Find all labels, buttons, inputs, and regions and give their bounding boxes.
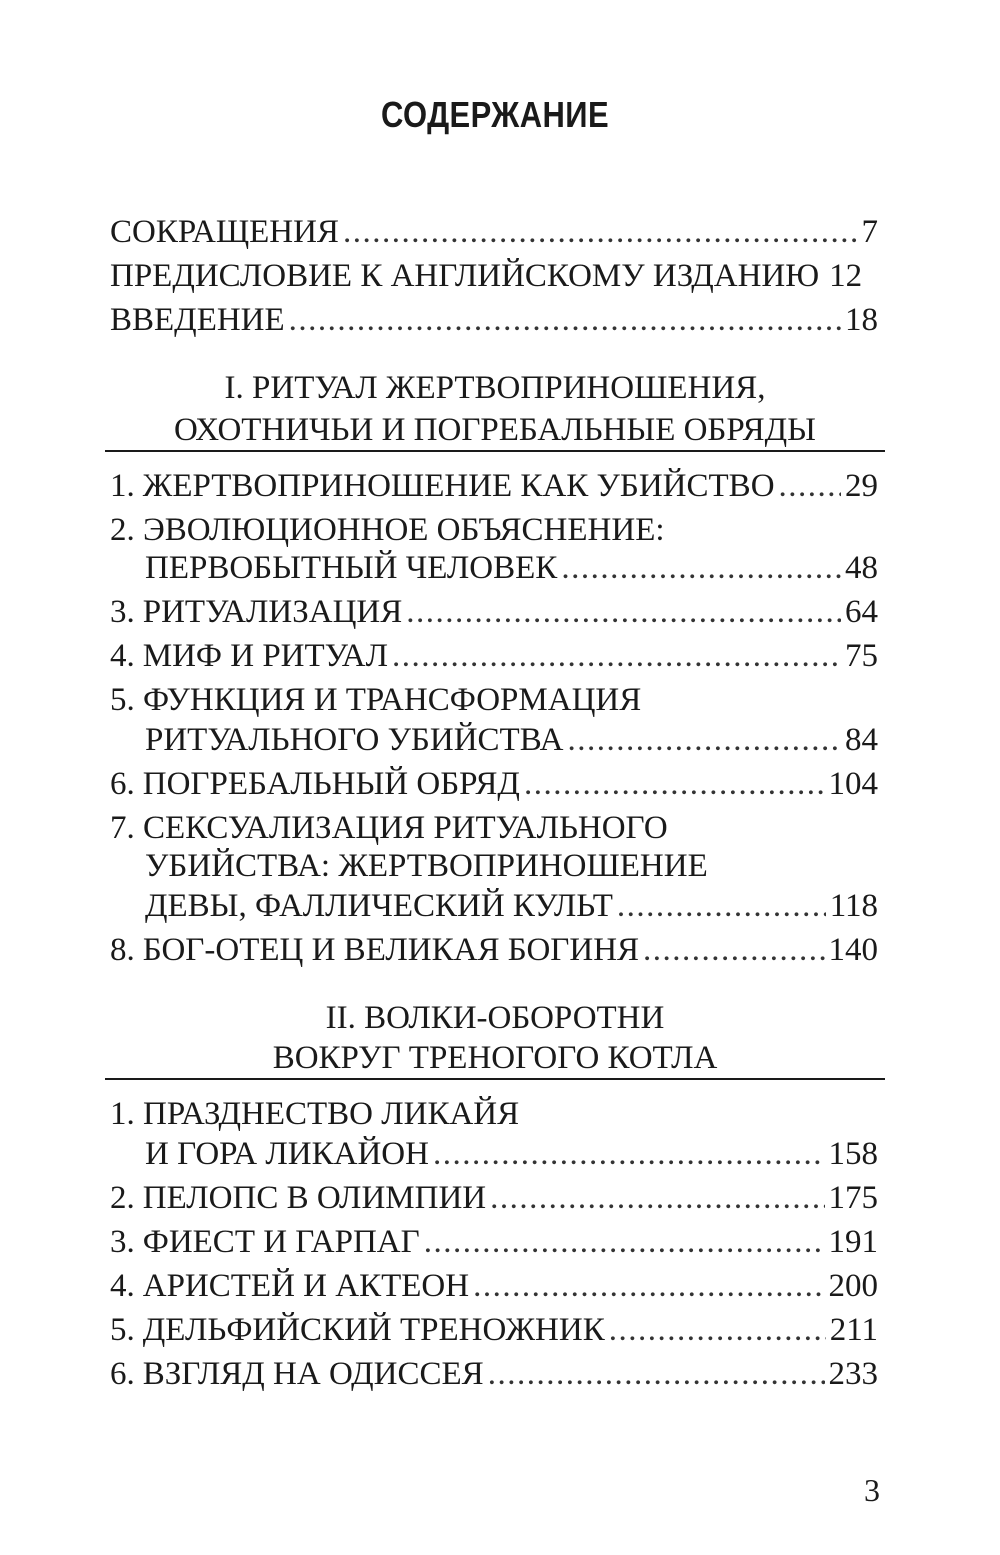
part-1-heading-line-2: ОХОТНИЧЬИ И ПОГРЕБАЛЬНЫЕ ОБРЯДЫ <box>174 412 816 448</box>
chapter-number: 3. <box>110 1224 135 1260</box>
entry-title: ЖЕРТВОПРИНОШЕНИЕ КАК УБИЙСТВО <box>142 468 775 504</box>
entry-title: ВВЕДЕНИЕ <box>110 302 285 338</box>
entry-page: 118 <box>829 888 878 924</box>
leader-dots <box>779 466 841 506</box>
chapter-number: 4. <box>110 1268 135 1304</box>
toc-entry-introduction[interactable] <box>110 300 878 340</box>
toc-entry-part1-ch1[interactable] <box>110 466 878 506</box>
toc-entry-part1-ch2-line1[interactable] <box>110 510 665 550</box>
chapter-number: 1. <box>110 1096 135 1132</box>
leader-dots <box>488 1354 825 1394</box>
part-1-heading-line-1: I. РИТУАЛ ЖЕРТВОПРИНОШЕНИЯ, <box>224 370 766 406</box>
leader-dots <box>289 300 841 340</box>
leader-dots <box>609 1310 826 1350</box>
chapter-number: 2. <box>110 512 135 548</box>
leader-dots <box>392 636 841 676</box>
entry-page: 140 <box>828 932 878 968</box>
toc-entry-abbreviations[interactable] <box>110 212 878 252</box>
toc-entry-part2-ch2[interactable] <box>110 1178 878 1218</box>
leader-dots <box>643 930 824 970</box>
entry-page: 64 <box>845 594 878 630</box>
entry-title: ДЕЛЬФИЙСКИЙ ТРЕНОЖНИК <box>142 1312 605 1348</box>
toc-entry-part2-ch4[interactable] <box>110 1266 878 1306</box>
leader-dots <box>567 720 841 760</box>
entry-page: 233 <box>828 1356 878 1392</box>
toc-entry-part2-ch1[interactable] <box>145 1134 878 1174</box>
entry-title: ЭВОЛЮЦИОННОЕ ОБЪЯСНЕНИЕ: <box>143 512 665 548</box>
leader-dots <box>406 592 841 632</box>
part-2-heading-line-1: II. ВОЛКИ-ОБОРОТНИ <box>325 1000 665 1036</box>
toc-entry-part1-ch8[interactable] <box>110 930 878 970</box>
entry-page: 12 <box>829 258 863 294</box>
toc-entry-part2-ch1-line1[interactable] <box>110 1094 519 1134</box>
toc-entry-part2-ch6[interactable] <box>110 1354 878 1394</box>
entry-title: ФИЕСТ И ГАРПАГ <box>142 1224 420 1260</box>
chapter-number: 4. <box>110 638 135 674</box>
toc-entry-part1-ch5-line1[interactable] <box>110 680 641 720</box>
chapter-number: 6. <box>110 1356 135 1392</box>
entry-page: 200 <box>828 1268 878 1304</box>
entry-title: ПОГРЕБАЛЬНЫЙ ОБРЯД <box>142 766 520 802</box>
toc-entry-part1-ch7-line2[interactable] <box>145 846 708 886</box>
entry-title-continued: РИТУАЛЬНОГО УБИЙСТВА <box>145 722 564 758</box>
leader-dots <box>490 1178 824 1218</box>
entry-page: 29 <box>845 468 878 504</box>
chapter-number: 5. <box>110 1312 135 1348</box>
entry-title: ПЕЛОПС В ОЛИМПИИ <box>142 1180 487 1216</box>
entry-page: 84 <box>845 722 878 758</box>
chapter-number: 5. <box>110 682 135 718</box>
entry-page: 7 <box>861 214 878 250</box>
entry-title: СЕКСУАЛИЗАЦИЯ РИТУАЛЬНОГО <box>143 810 668 846</box>
entry-title: ПРЕДИСЛОВИЕ К АНГЛИЙСКОМУ ИЗДАНИЮ <box>110 258 820 294</box>
leader-dots <box>343 212 858 252</box>
part-2-divider <box>105 1078 885 1080</box>
entry-title-continued: ДЕВЫ, ФАЛЛИЧЕСКИЙ КУЛЬТ <box>145 888 613 924</box>
page-title: СОДЕРЖАНИЕ <box>380 94 610 135</box>
chapter-number: 2. <box>110 1180 135 1216</box>
entry-title: МИФ И РИТУАЛ <box>142 638 388 674</box>
toc-entry-part2-ch5[interactable] <box>110 1310 878 1350</box>
leader-dots <box>424 1222 825 1262</box>
entry-page: 18 <box>845 302 878 338</box>
toc-entry-part1-ch2[interactable] <box>145 548 878 588</box>
entry-page: 104 <box>828 766 878 802</box>
entry-page: 158 <box>828 1136 878 1172</box>
leader-dots <box>433 1134 825 1174</box>
leader-dots <box>561 548 841 588</box>
toc-entry-preface[interactable] <box>110 256 878 296</box>
toc-entry-part1-ch3[interactable] <box>110 592 878 632</box>
entry-page: 211 <box>829 1312 878 1348</box>
entry-title: РИТУАЛИЗАЦИЯ <box>142 594 403 630</box>
chapter-number: 1. <box>110 468 135 504</box>
entry-page: 48 <box>845 550 878 586</box>
chapter-number: 3. <box>110 594 135 630</box>
toc-entry-part1-ch4[interactable] <box>110 636 878 676</box>
entry-page: 191 <box>828 1224 878 1260</box>
entry-title-continued: ПЕРВОБЫТНЫЙ ЧЕЛОВЕК <box>145 550 558 586</box>
toc-entry-part1-ch7[interactable] <box>145 886 878 926</box>
toc-entry-part1-ch7-line1[interactable] <box>110 808 668 848</box>
entry-title-continued: И ГОРА ЛИКАЙОН <box>145 1136 429 1172</box>
toc-entry-part2-ch3[interactable] <box>110 1222 878 1262</box>
entry-title: АРИСТЕЙ И АКТЕОН <box>142 1268 470 1304</box>
chapter-number: 6. <box>110 766 135 802</box>
entry-title: ВЗГЛЯД НА ОДИССЕЯ <box>142 1356 484 1392</box>
entry-page: 75 <box>845 638 878 674</box>
leader-dots <box>473 1266 824 1306</box>
entry-title: СОКРАЩЕНИЯ <box>110 214 339 250</box>
part-2-heading-line-2: ВОКРУГ ТРЕНОГОГО КОТЛА <box>272 1040 718 1076</box>
chapter-number: 8. <box>110 932 135 968</box>
chapter-number: 7. <box>110 810 135 846</box>
entry-title: ПРАЗДНЕСТВО ЛИКАЙЯ <box>143 1096 520 1132</box>
entry-title: БОГ-ОТЕЦ И ВЕЛИКАЯ БОГИНЯ <box>142 932 640 968</box>
leader-dots <box>524 764 825 804</box>
toc-entry-part1-ch5[interactable] <box>145 720 878 760</box>
page-number: 3 <box>864 1472 880 1508</box>
leader-dots <box>617 886 826 926</box>
toc-entry-part1-ch6[interactable] <box>110 764 878 804</box>
entry-title: ФУНКЦИЯ И ТРАНСФОРМАЦИЯ <box>143 682 642 718</box>
part-1-divider <box>105 450 885 452</box>
entry-title-continued: УБИЙСТВА: ЖЕРТВОПРИНОШЕНИЕ <box>145 848 708 884</box>
entry-page: 175 <box>828 1180 878 1216</box>
